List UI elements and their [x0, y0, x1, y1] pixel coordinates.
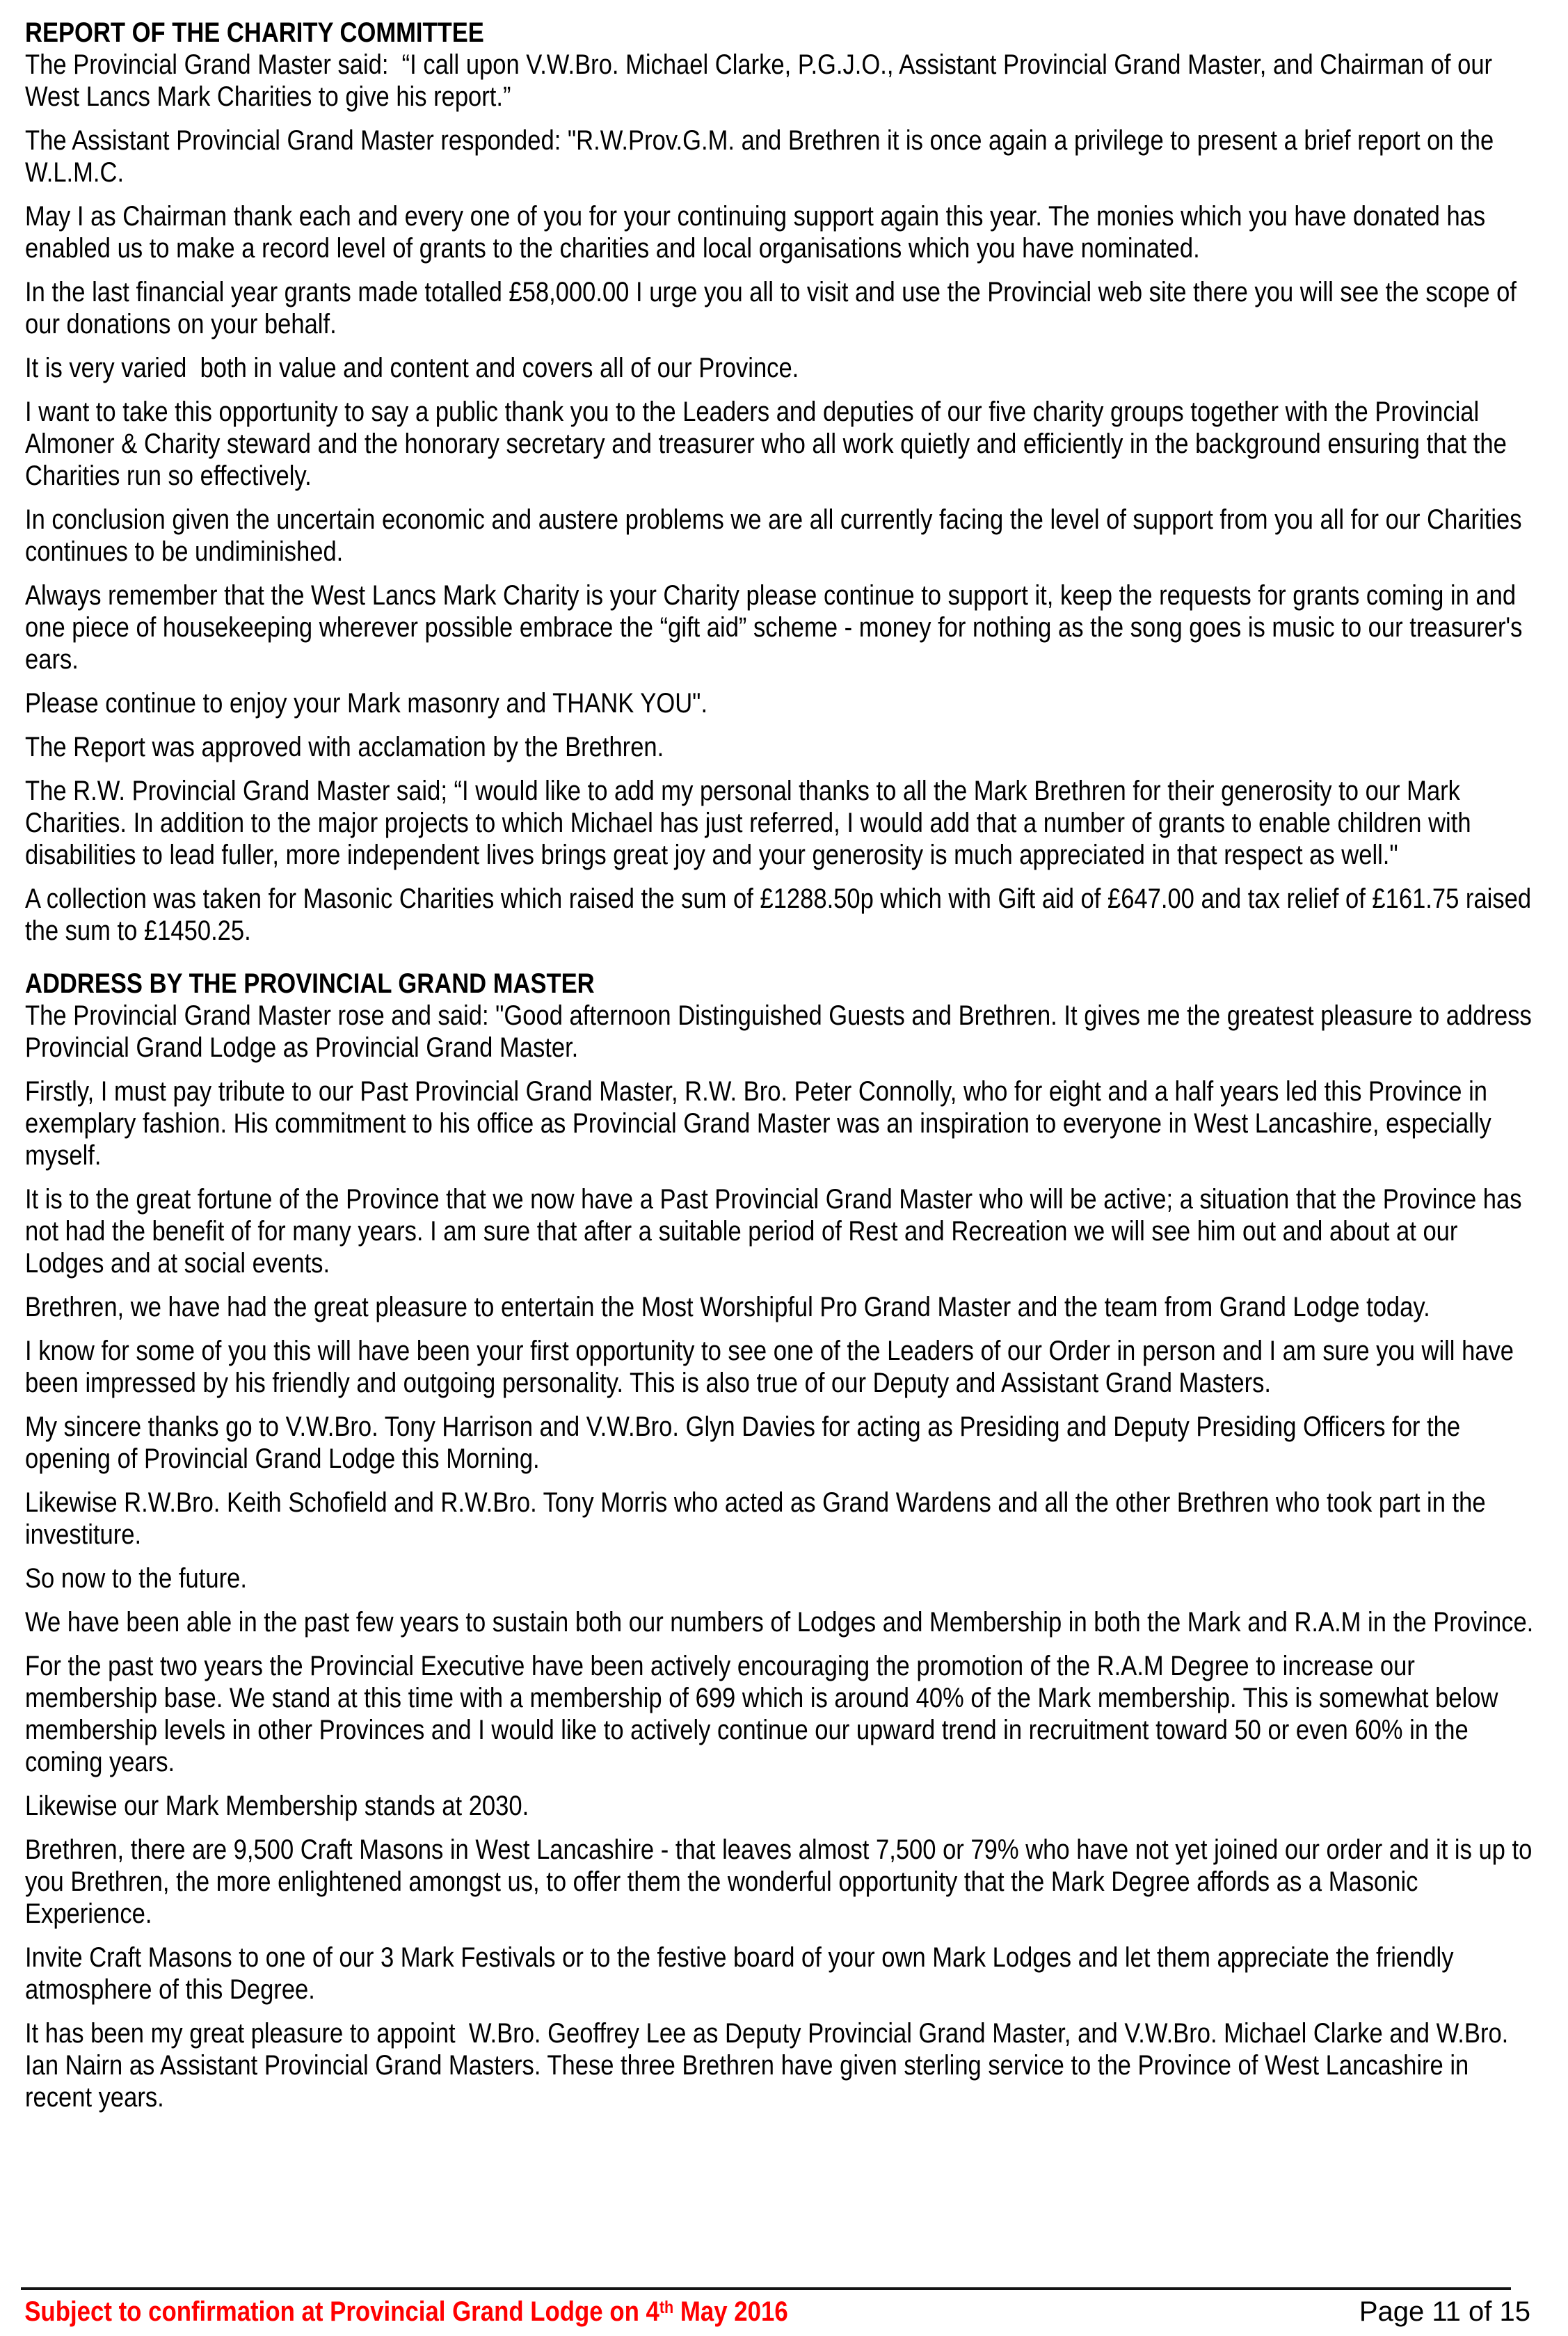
paragraph: The Assistant Provincial Grand Master responded: "R.W.Prov.G.M. and Brethren it is once again a privilege to present a brief report on the W.L.M.C. [25, 125, 1501, 188]
paragraph: Brethren, we have had the great pleasure to entertain the Most Worshipful Pro Grand Master and the team from Grand Lodge today. [25, 1292, 1430, 1322]
paragraph: May I as Chairman thank each and every one of you for your continuing support again this year. The monies which you have donated has enabled us to make a record level of grants to the charities and local organisations which you have nominated. [25, 201, 1492, 264]
footer-confirmation-note [21, 2296, 788, 2332]
paragraph: Please continue to enjoy your Mark masonry and THANK YOU". [25, 688, 708, 719]
paragraph: In conclusion given the uncertain economic and austere problems we are all currently facing the level of support from you all for our Charities continues to be undiminished. [25, 504, 1529, 567]
footer-note-text: Subject to confirmation at Provincial Grand Lodge on 4 [24, 2296, 659, 2327]
section-heading-charity-report: REPORT OF THE CHARITY COMMITTEE [25, 17, 484, 48]
paragraph: Brethren, there are 9,500 Craft Masons in West Lancashire - that leaves almost 7,500 or 79% who have not yet joined our order and it is up to you Brethren, the more enlightened amongst us, to offer them the wonderful opportunity that the Mark Degree affords as a Masonic Experience. [25, 1834, 1539, 1929]
paragraph: The Provincial Grand Master rose and said: "Good afternoon Distinguished Guests and Brethren. It gives me the greatest pleasure to address Provincial Grand Lodge as Provincial Grand Master. [25, 1000, 1539, 1063]
paragraph: Firstly, I must pay tribute to our Past Provincial Grand Master, R.W. Bro. Peter Connolly, who for eight and a half years led this Province in exemplary fashion. His commitment to his office as Provincial Grand Master was an inspiration to everyone in West Lancashire, especially myself. [25, 1076, 1498, 1171]
page-number: Page 11 of 15 [1359, 2296, 1530, 2327]
document-body [25, 17, 1539, 2125]
footer-row [21, 2296, 1530, 2332]
paragraph: I know for some of you this will have been your first opportunity to see one of the Leaders of our Order in person and I am sure you will have been impressed by his friendly and outgoing personality. This is also true of our Deputy and Assistant Grand Masters. [25, 1336, 1521, 1398]
paragraph: Likewise our Mark Membership stands at 2030. [25, 1791, 529, 1821]
paragraph: It has been my great pleasure to appoint W.Bro. Geoffrey Lee as Deputy Provincial Grand Master, and V.W.Bro. Michael Clarke and W.Bro. Ian Nairn as Assistant Provincial Grand Masters. These three Brethren have given sterling service to the Province of West Lancashire in recent years. [25, 2018, 1515, 2113]
footer-note-date: May 2016 [673, 2296, 788, 2327]
paragraph: The R.W. Provincial Grand Master said; “I would like to add my personal thanks to all the Mark Brethren for their generosity to our Mark Charities. In addition to the major projects to which Michael has just referred, I would add that a number of grants to enable children with disabilities to lead fuller, more independent lives brings great joy and your generosity is much appreciated in that respect as well." [25, 776, 1478, 870]
paragraph: It is very varied both in value and content and covers all of our Province. [25, 353, 799, 383]
paragraph: Likewise R.W.Bro. Keith Schofield and R.W.Bro. Tony Morris who acted as Grand Wardens and all the other Brethren who took part in the investiture. [25, 1487, 1493, 1550]
paragraph: Always remember that the West Lancs Mark Charity is your Charity please continue to support it, keep the requests for grants coming in and one piece of housekeeping wherever possible embrace the “gift aid” scheme - money for nothing as the song goes is music to our treasurer's ears. [25, 580, 1530, 675]
paragraph: It is to the great fortune of the Province that we now have a Past Provincial Grand Master who will be active; a situation that the Province has not had the benefit of for many years. I am sure that after a suitable period of Rest and Recreation we will see him out and about at our Lodges and at social events. [25, 1184, 1529, 1279]
paragraph: The Provincial Grand Master said: “I call upon V.W.Bro. Michael Clarke, P.G.J.O., Assistant Provincial Grand Master, and Chairman of our West Lancs Mark Charities to give his report.” [25, 49, 1499, 112]
paragraph: In the last financial year grants made totalled £58,000.00 I urge you all to visit and use the Provincial web site there you will see the scope of our donations on your behalf. [25, 277, 1523, 339]
footer-note-superscript: th [659, 2298, 674, 2317]
paragraph: My sincere thanks go to V.W.Bro. Tony Harrison and V.W.Bro. Glyn Davies for acting as Presiding and Deputy Presiding Officers for the opening of Provincial Grand Lodge this Morning. [25, 1411, 1467, 1474]
paragraph: For the past two years the Provincial Executive have been actively encouraging the promotion of the R.A.M Degree to increase our membership base. We stand at this time with a membership of 699 which is around 40% of the Mark membership. This is somewhat below membership levels in other Provinces and I would like to actively continue our upward trend in recruitment toward 50 or even 60% in the coming years. [25, 1651, 1505, 1777]
paragraph: Invite Craft Masons to one of our 3 Mark Festivals or to the festive board of your own Mark Lodges and let them appreciate the friendly atmosphere of this Degree. [25, 1942, 1461, 2005]
paragraph: A collection was taken for Masonic Charities which raised the sum of £1288.50p which with Gift aid of £647.00 and tax relief of £161.75 raised the sum to £1450.25. [25, 883, 1538, 946]
footer-rule [21, 2287, 1511, 2290]
page-footer [21, 2287, 1530, 2332]
paragraph: We have been able in the past few years to sustain both our numbers of Lodges and Membership in both the Mark and R.A.M in the Province. [25, 1607, 1534, 1638]
section-heading-pgm-address: ADDRESS BY THE PROVINCIAL GRAND MASTER [25, 968, 595, 999]
paragraph: So now to the future. [25, 1563, 247, 1594]
paragraph: I want to take this opportunity to say a public thank you to the Leaders and deputies of our five charity groups together with the Provincial Almoner & Charity steward and the honorary secretary and treasurer who all work quietly and efficiently in the background ensuring that the Charities run so effectively. [25, 397, 1514, 491]
paragraph: The Report was approved with acclamation by the Brethren. [25, 732, 664, 762]
